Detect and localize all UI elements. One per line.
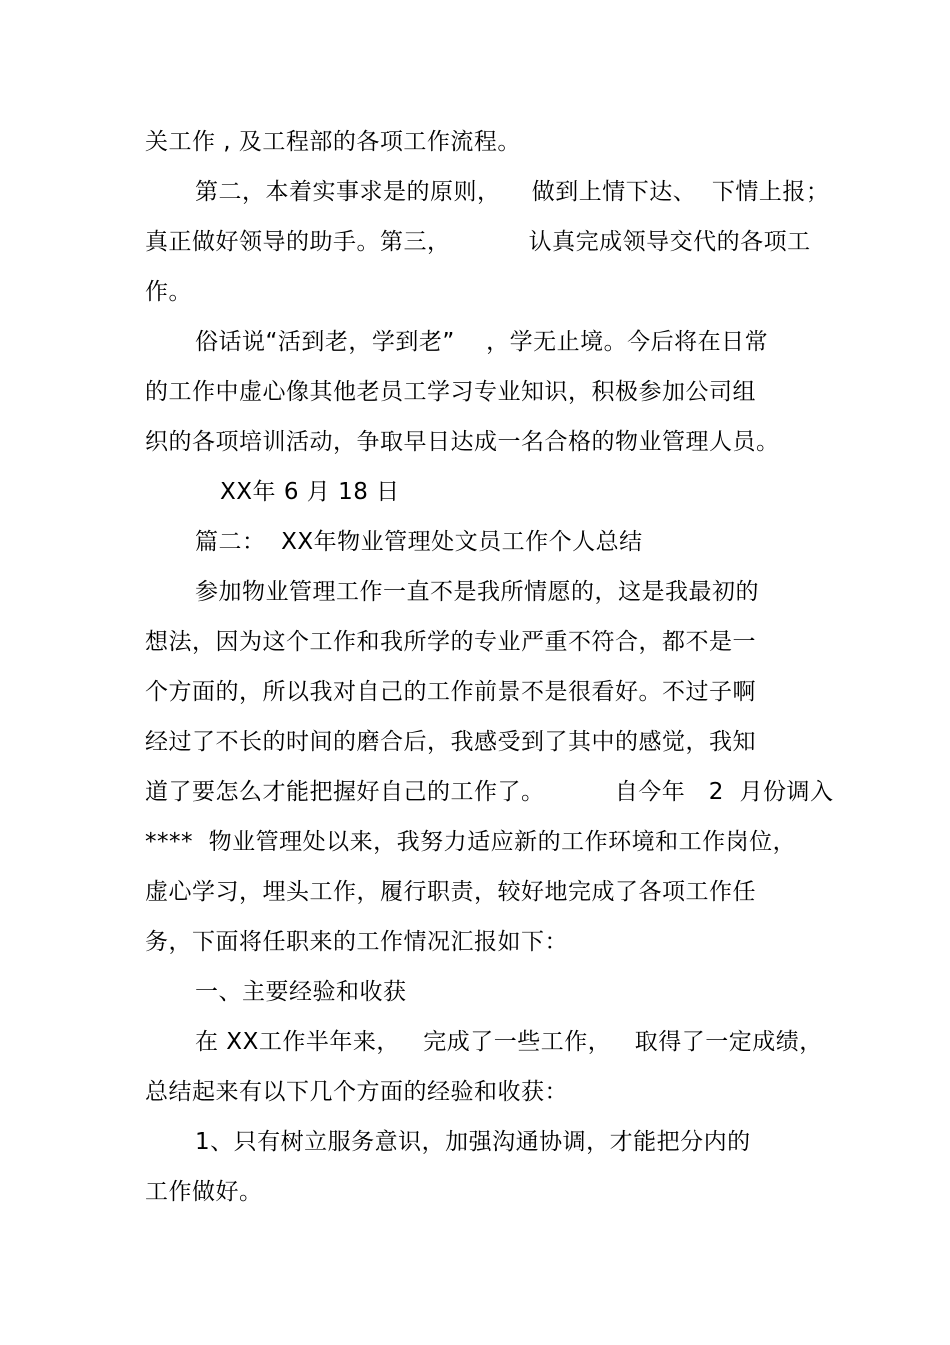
text-line: 真正做好领导的助手。第三， 认真完成领导交代的各项工	[145, 229, 811, 255]
text-line: 务，下面将任职来的工作情况汇报如下：	[145, 929, 568, 955]
text-line: 想法，因为这个工作和我所学的专业严重不符合，都不是一	[145, 629, 756, 655]
text-line: 经过了不长的时间的磨合后，我感受到了其中的感觉，我知	[145, 729, 756, 755]
date-line: XX年 6 月 18 日	[220, 479, 400, 505]
text-line: 道了要怎么才能把握好自己的工作了。 自今年 2 月份调入	[145, 779, 834, 805]
section-heading: 篇二： XX年物业管理处文员工作个人总结	[195, 529, 643, 555]
subheading: 一、主要经验和收获	[195, 979, 407, 1005]
text-line: 总结起来有以下几个方面的经验和收获：	[145, 1079, 568, 1105]
text-line: 关工作 , 及工程部的各项工作流程。	[145, 129, 521, 155]
text-line: 个方面的，所以我对自己的工作前景不是很看好。不过子啊	[145, 679, 756, 705]
text-line: 工作做好。	[145, 1179, 263, 1205]
paragraph-second-third: 第二，本着实事求是的原则， 做到上情下达、 下情上报；	[195, 179, 830, 205]
text-line: 作。	[145, 279, 192, 305]
text-line: 虚心学习，埋头工作，履行职责，较好地完成了各项工作任	[145, 879, 756, 905]
list-item-1: 1、只有树立服务意识，加强沟通协调，才能把分内的	[195, 1129, 751, 1155]
paragraph-experience: 在 XX工作半年来， 完成了一些工作， 取得了一定成绩，	[195, 1029, 823, 1055]
paragraph-intro: 参加物业管理工作一直不是我所情愿的，这是我最初的	[195, 579, 759, 605]
text-line: **** 物业管理处以来，我努力适应新的工作环境和工作岗位，	[145, 829, 797, 855]
paragraph-proverb: 俗话说“活到老，学到老” ，学无止境。今后将在日常	[195, 329, 769, 355]
text-line: 织的各项培训活动，争取早日达成一名合格的物业管理人员。	[145, 429, 780, 455]
text-line: 的工作中虚心像其他老员工学习专业知识，积极参加公司组	[145, 379, 756, 405]
